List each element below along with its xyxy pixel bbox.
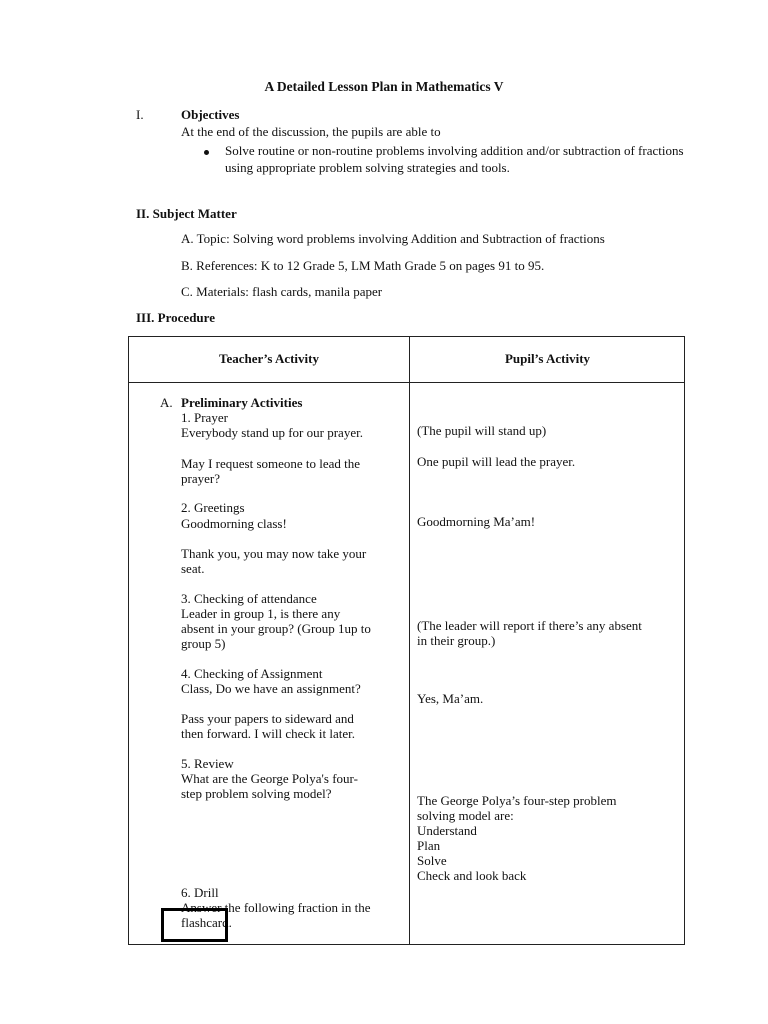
highlight-box [161,908,228,942]
subject-matter-heading: II. Subject Matter [136,206,237,221]
activity-table [128,336,685,945]
pupil-leader-report: (The leader will report if there’s any absent in their group.) [417,618,642,648]
objectives-intro: At the end of the discussion, the pupils are able to [181,124,441,139]
lesson-plan-title: A Detailed Lesson Plan in Mathematics V [264,79,504,94]
procedure-heading: III. Procedure [136,310,215,325]
table-header-divider [129,382,684,383]
pupil-greeting: Goodmorning Ma’am! [417,514,536,529]
teacher-greetings-text: Goodmorning class! [181,516,287,531]
teacher-assignment-text: Class, Do we have an assignment? [181,681,361,696]
teacher-assignment-label: 4. Checking of Assignment [181,666,323,681]
pupil-stand-up: (The pupil will stand up) [417,423,547,438]
preliminary-activities-title: Preliminary Activities [181,395,303,410]
teacher-activity-header: Teacher’s Activity [218,351,319,366]
teacher-prayer-label: 1. Prayer [181,410,228,425]
objectives-heading: Objectives [181,107,240,122]
objectives-number: I. [136,107,144,122]
objective-bullet-text: Solve routine or non-routine problems involving addition and/or subtraction of fractions using appropriate problem solving strategies and tools. [225,143,684,175]
subject-topic: A. Topic: Solving word problems involving Addition and Subtraction of fractions [181,231,605,246]
teacher-drill-label: 6. Drill [181,885,219,900]
table-column-divider [409,337,410,944]
teacher-review-label: 5. Review [181,756,234,771]
teacher-attendance-text: Leader in group 1, is there any absent in your group? (Group 1up to group 5) [181,606,371,651]
pupil-lead-prayer: One pupil will lead the prayer. [417,454,576,469]
teacher-attendance-label: 3. Checking of attendance [181,591,317,606]
teacher-lead-prayer: May I request someone to lead the prayer? [181,456,361,486]
teacher-drill-text: Answer the following fraction in the flashcard. [181,900,371,930]
teacher-prayer-text: Everybody stand up for our prayer. [181,425,363,440]
teacher-greetings-label: 2. Greetings [181,500,245,515]
section-letter: A. [160,395,173,410]
pupil-activity-header: Pupil’s Activity [504,351,591,366]
subject-materials: C. Materials: flash cards, manila paper [181,284,383,299]
pupil-yes: Yes, Ma’am. [417,691,484,706]
teacher-review-text: What are the George Polya's four- step problem solving model? [181,771,358,801]
teacher-pass-papers: Pass your papers to sideward and then forward. I will check it later. [181,711,355,741]
bullet-icon [204,150,209,155]
pupil-polya-steps: The George Polya’s four-step problem solving model are: Understand Plan Solve Check and look back [417,793,617,883]
teacher-thank-you: Thank you, you may now take your seat. [181,546,367,576]
subject-references: B. References: K to 12 Grade 5, LM Math Grade 5 on pages 91 to 95. [181,258,545,273]
